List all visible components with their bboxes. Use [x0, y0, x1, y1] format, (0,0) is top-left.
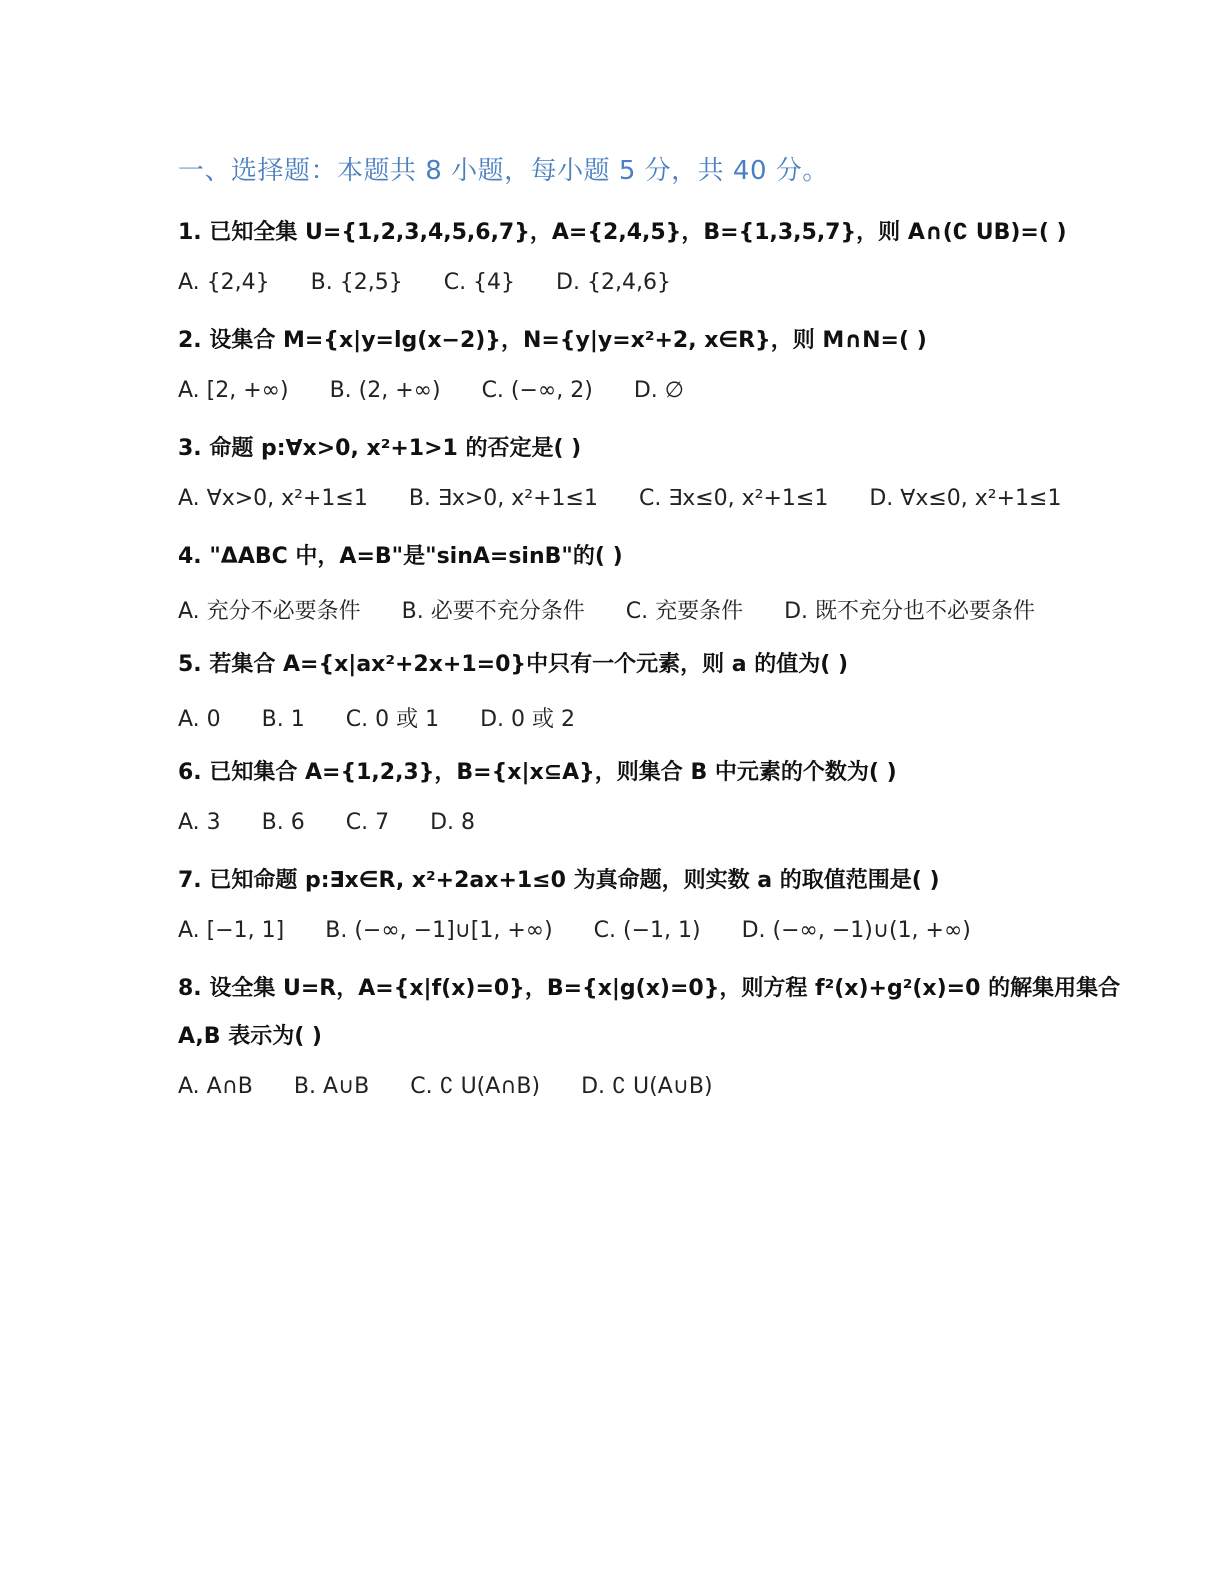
- question-1-stem: 1. 已知全集 U={1,2,3,4,5,6,7}，A={2,4,5}，B={1,3,5,7}，则 A∩(∁ UB)=( ): [178, 220, 1067, 245]
- option-b: B. 1: [261, 707, 305, 732]
- question-7-stem: 7. 已知命题 p:∃x∈R, x²+2ax+1≤0 为真命题，则实数 a 的取值范围是( ): [178, 868, 940, 893]
- question-8-stem: 8. 设全集 U=R，A={x|f(x)=0}，B={x|g(x)=0}，则方程 f²(x)+g²(x)=0 的解集用集合: [178, 976, 1121, 1001]
- option-b: B. 6: [261, 810, 305, 835]
- option-d: D. 既不充分也不必要条件: [784, 599, 1036, 624]
- option-a: A. 0: [178, 707, 221, 732]
- question-3-stem: 3. 命题 p:∀x>0, x²+1>1 的否定是( ): [178, 436, 582, 461]
- option-a: A. 充分不必要条件: [178, 599, 361, 624]
- question-3-options: [178, 486, 1061, 511]
- section-title: 一、选择题：本题共 8 小题，每小题 5 分，共 40 分。: [178, 156, 829, 186]
- option-c: C. (−1, 1): [593, 918, 701, 943]
- option-d: D. (−∞, −1)∪(1, +∞): [741, 918, 971, 943]
- question-4-stem: 4. "ΔABC 中，A=B"是"sinA=sinB"的( ): [178, 544, 623, 569]
- question-1-options: [178, 270, 671, 295]
- option-c: C. (−∞, 2): [481, 378, 593, 403]
- option-c: C. 充要条件: [625, 599, 744, 624]
- option-a: A. [2, +∞): [178, 378, 289, 403]
- question-5-stem: 5. 若集合 A={x|ax²+2x+1=0}中只有一个元素，则 a 的值为( ): [178, 652, 849, 677]
- question-2-stem: 2. 设集合 M={x|y=lg(x−2)}，N={y|y=x²+2, x∈R}，则 M∩N=( ): [178, 328, 927, 353]
- option-c: C. ∃x≤0, x²+1≤1: [638, 486, 829, 511]
- option-d: D. {2,4,6}: [556, 270, 671, 295]
- question-4-options: [178, 594, 1035, 625]
- question-5-options: [178, 702, 575, 733]
- option-c: C. {4}: [443, 270, 516, 295]
- option-a: A. {2,4}: [178, 270, 270, 295]
- option-b: B. (−∞, −1]∪[1, +∞): [325, 918, 553, 943]
- option-b: B. A∪B: [293, 1074, 370, 1099]
- option-b: B. {2,5}: [310, 270, 403, 295]
- question-6-stem: 6. 已知集合 A={1,2,3}，B={x|x⊆A}，则集合 B 中元素的个数为( ): [178, 760, 897, 785]
- question-8-options: [178, 1074, 713, 1099]
- question-7-options: [178, 918, 971, 943]
- option-c: C. ∁ U(A∩B): [410, 1074, 541, 1099]
- option-a: A. A∩B: [178, 1074, 253, 1099]
- option-d: D. ∀x≤0, x²+1≤1: [869, 486, 1062, 511]
- option-d: D. ∅: [633, 378, 684, 403]
- option-a: A. [−1, 1]: [178, 918, 285, 943]
- question-2-options: [178, 378, 684, 403]
- option-d: D. ∁ U(A∪B): [581, 1074, 713, 1099]
- option-c: C. 7: [345, 810, 390, 835]
- option-b: B. ∃x>0, x²+1≤1: [408, 486, 598, 511]
- question-8-stem-continued: A,B 表示为( ): [178, 1024, 322, 1049]
- option-a: A. ∀x>0, x²+1≤1: [178, 486, 368, 511]
- option-d: D. 0 或 2: [480, 707, 575, 732]
- option-b: B. (2, +∞): [329, 378, 441, 403]
- option-d: D. 8: [430, 810, 476, 835]
- option-a: A. 3: [178, 810, 221, 835]
- option-b: B. 必要不充分条件: [401, 599, 585, 624]
- question-6-options: [178, 810, 475, 835]
- option-c: C. 0 或 1: [345, 707, 440, 732]
